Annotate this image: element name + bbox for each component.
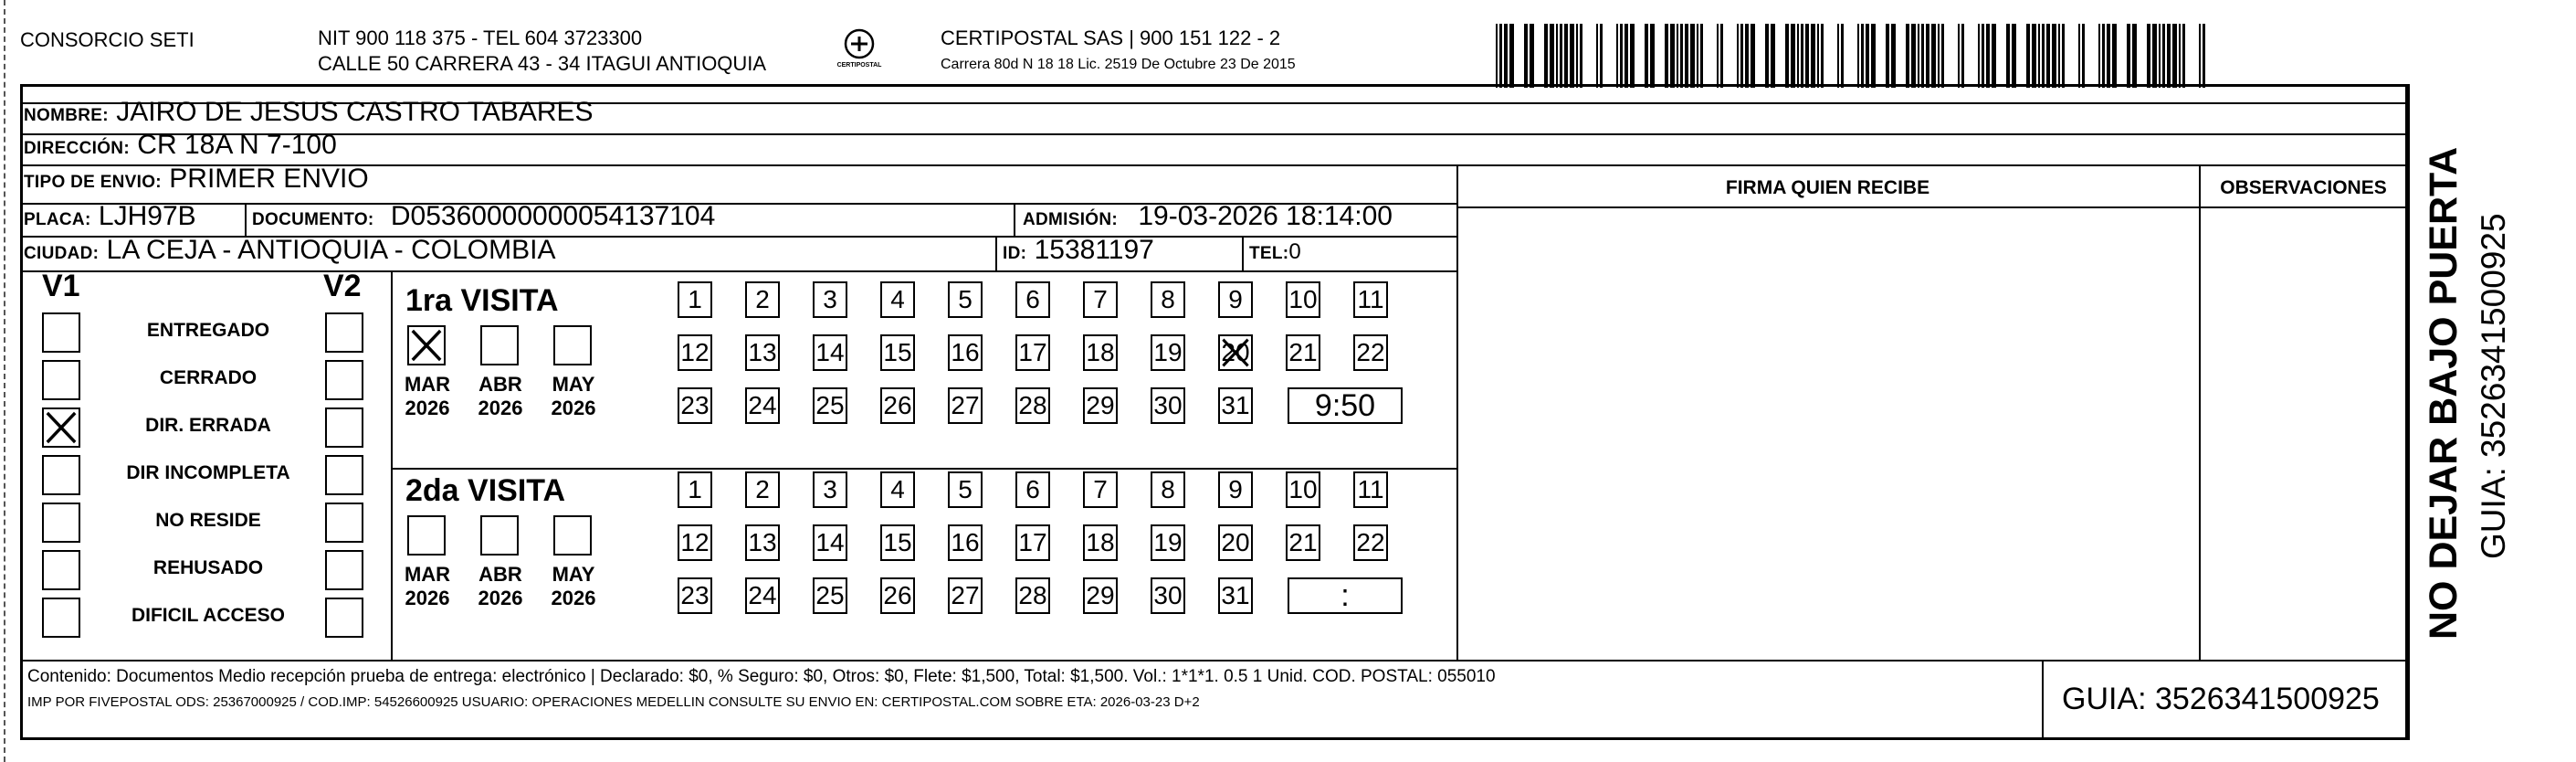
day-box[interactable]: 17 [1015, 334, 1050, 371]
barcode [1496, 24, 2223, 88]
day-box[interactable]: 11 [1353, 281, 1388, 318]
day-box[interactable]: 25 [813, 387, 847, 424]
month-name: ABR [478, 563, 522, 586]
certipostal-logo [829, 26, 889, 75]
day-box[interactable]: 1 [678, 281, 712, 318]
day-box[interactable]: 5 [948, 281, 983, 318]
month-year: 2026 [551, 587, 596, 610]
status-reason-label: NO RESIDE [155, 510, 261, 531]
day-box[interactable]: 7 [1083, 471, 1118, 508]
day-box[interactable]: 14 [813, 524, 847, 561]
month-year: 2026 [478, 397, 523, 420]
status-reason-label: ENTREGADO [146, 320, 270, 341]
month-checkbox[interactable] [553, 325, 592, 365]
status-reason-label: CERRADO [159, 367, 258, 388]
time-box[interactable]: : [1288, 577, 1403, 614]
month-label [546, 563, 601, 611]
month-checkbox[interactable] [480, 325, 519, 365]
status-reason-label: DIR. ERRADA [145, 415, 271, 436]
day-box[interactable]: 3 [813, 281, 847, 318]
month-label [400, 373, 455, 421]
month-name: ABR [478, 373, 522, 396]
side-notice: NO DEJAR BAJO PUERTA [2422, 146, 2466, 640]
day-box[interactable]: 28 [1015, 577, 1050, 614]
month-year: 2026 [478, 587, 523, 610]
month-checkbox[interactable] [553, 515, 592, 556]
placa-value: LJH97B [98, 201, 196, 231]
day-box[interactable]: 10 [1286, 281, 1320, 318]
day-box[interactable]: 12 [678, 334, 712, 371]
day-box[interactable]: 7 [1083, 281, 1118, 318]
day-box[interactable]: 3 [813, 471, 847, 508]
day-box[interactable]: 25 [813, 577, 847, 614]
nit-line: NIT 900 118 375 - TEL 604 3723300 [318, 26, 643, 49]
observaciones-header: OBSERVACIONES [2220, 177, 2387, 198]
status-reason-label: DIFICIL ACCESO [131, 605, 285, 626]
day-box[interactable]: 26 [880, 577, 915, 614]
day-box[interactable]: 9 [1218, 281, 1253, 318]
day-box[interactable]: 20 [1218, 334, 1253, 371]
footer-imp: IMP POR FIVEPOSTAL ODS: 25367000925 / COD.IMP: 54526600925 USUARIO: OPERACIONES MEDELLIN CONSULTE SU ENVIO EN: CERTIPOSTAL.COM SOBRE ETA: 2026-03-23 D+2 [27, 694, 1200, 710]
day-box[interactable]: 5 [948, 471, 983, 508]
day-box[interactable]: 18 [1083, 334, 1118, 371]
ciudad-label: CIUDAD: [24, 244, 100, 263]
v2-checkbox[interactable] [325, 503, 363, 543]
v1-checkbox[interactable] [42, 407, 80, 448]
day-box[interactable]: 24 [745, 387, 780, 424]
day-box[interactable]: 30 [1151, 387, 1185, 424]
month-year: 2026 [405, 397, 450, 420]
v2-checkbox[interactable] [325, 360, 363, 400]
day-box[interactable]: 14 [813, 334, 847, 371]
day-box[interactable]: 17 [1015, 524, 1050, 561]
firma-header: FIRMA QUIEN RECIBE [1725, 177, 1930, 198]
day-box[interactable]: 6 [1015, 281, 1050, 318]
field-direccion [24, 130, 337, 161]
day-box[interactable]: 31 [1218, 577, 1253, 614]
tel-label: TEL: [1249, 244, 1289, 263]
id-label: ID: [1003, 244, 1027, 263]
v1-checkbox[interactable] [42, 360, 80, 400]
day-box[interactable]: 19 [1151, 334, 1185, 371]
side-guia: GUIA: 3526341500925 [2475, 213, 2512, 559]
day-box[interactable]: 29 [1083, 577, 1118, 614]
day-box[interactable]: 10 [1286, 471, 1320, 508]
month-year: 2026 [405, 587, 450, 610]
documento-label: DOCUMENTO: [252, 210, 374, 229]
day-box[interactable]: 19 [1151, 524, 1185, 561]
day-box[interactable]: 12 [678, 524, 712, 561]
month-checkbox[interactable] [407, 325, 446, 365]
month-label [473, 563, 528, 611]
month-checkbox[interactable] [407, 515, 446, 556]
v2-checkbox[interactable] [325, 550, 363, 590]
logo-text: CERTIPOSTAL [836, 62, 882, 69]
nombre-label: NOMBRE: [24, 106, 109, 125]
nombre-value: JAIRO DE JESUS CASTRO TABARES [116, 97, 594, 127]
v2-checkbox[interactable] [325, 455, 363, 495]
month-year: 2026 [551, 397, 596, 420]
month-name: MAR [404, 563, 451, 586]
field-placa [24, 201, 196, 232]
v1-checkbox[interactable] [42, 503, 80, 543]
tipo-value: PRIMER ENVIO [169, 164, 369, 194]
day-box[interactable]: 2 [745, 471, 780, 508]
month-name: MAY [552, 563, 595, 586]
day-box[interactable]: 16 [948, 524, 983, 561]
day-box[interactable]: 2 [745, 281, 780, 318]
day-box[interactable]: 20 [1218, 524, 1253, 561]
day-box[interactable]: 15 [880, 334, 915, 371]
day-box[interactable]: 21 [1286, 334, 1320, 371]
day-box[interactable]: 4 [880, 471, 915, 508]
admision-value: 19-03-2026 18:14:00 [1138, 201, 1393, 231]
day-box[interactable]: 27 [948, 577, 983, 614]
v1-checkbox[interactable] [42, 550, 80, 590]
month-label [546, 373, 601, 421]
month-label [400, 563, 455, 611]
field-tel [1249, 239, 1301, 265]
footer-guia: GUIA: 3526341500925 [2062, 682, 2380, 716]
documento-value: D05360000000054137104 [390, 201, 716, 231]
day-box[interactable]: 23 [678, 577, 712, 614]
field-nombre [24, 97, 594, 128]
day-box[interactable]: 26 [880, 387, 915, 424]
field-documento [252, 201, 715, 232]
day-box[interactable]: 27 [948, 387, 983, 424]
day-box[interactable]: 21 [1286, 524, 1320, 561]
tel-value: 0 [1288, 239, 1301, 264]
placa-label: PLACA: [24, 210, 91, 229]
day-box[interactable]: 11 [1353, 471, 1388, 508]
v2-checkbox[interactable] [325, 598, 363, 638]
day-box[interactable]: 22 [1353, 334, 1388, 371]
day-box[interactable]: 22 [1353, 524, 1388, 561]
v2-checkbox[interactable] [325, 407, 363, 448]
footer-contenido: Contenido: Documentos Medio recepción prueba de entrega: electrónico | Declarado: $0, % Seguro: $0, Otros: $0, Flete: $1,500, Total: $1,500. Vol.: 1*1*1. 0.5 1 Unid. COD. POSTAL: 055010 [27, 667, 1496, 686]
day-box[interactable]: 16 [948, 334, 983, 371]
visit2-title: 2da VISITA [405, 473, 566, 508]
address-line: CALLE 50 CARRERA 43 - 34 ITAGUI ANTIOQUIA [318, 52, 767, 75]
day-mark [1220, 336, 1251, 369]
day-box[interactable]: 29 [1083, 387, 1118, 424]
direccion-label: DIRECCIÓN: [24, 139, 130, 158]
status-reason-label: DIR INCOMPLETA [126, 462, 290, 483]
day-box[interactable]: 8 [1151, 471, 1185, 508]
v1-checkbox[interactable] [42, 312, 80, 353]
day-box[interactable]: 13 [745, 334, 780, 371]
field-admision [1023, 201, 1393, 232]
v2-label: V2 [323, 269, 362, 303]
day-box[interactable]: 9 [1218, 471, 1253, 508]
month-name: MAY [552, 373, 595, 396]
day-box[interactable]: 24 [745, 577, 780, 614]
status-reason-label: REHUSADO [152, 557, 264, 578]
day-box[interactable]: 31 [1218, 387, 1253, 424]
v2-checkbox[interactable] [325, 312, 363, 353]
v1-label: V1 [42, 269, 80, 303]
day-box[interactable]: 1 [678, 471, 712, 508]
certipostal-line: CERTIPOSTAL SAS | 900 151 122 - 2 [941, 26, 1281, 49]
day-box[interactable]: 6 [1015, 471, 1050, 508]
day-box[interactable]: 28 [1015, 387, 1050, 424]
tipo-label: TIPO DE ENVIO: [24, 173, 162, 192]
field-ciudad [24, 235, 555, 266]
direccion-value: CR 18A N 7-100 [137, 130, 337, 160]
license-line: Carrera 80d N 18 18 Lic. 2519 De Octubre 23 De 2015 [941, 57, 1296, 72]
day-box[interactable]: 13 [745, 524, 780, 561]
day-box[interactable]: 18 [1083, 524, 1118, 561]
day-box[interactable]: 23 [678, 387, 712, 424]
field-id [1003, 235, 1154, 266]
cut-line [4, 0, 5, 762]
field-tipo-envio [24, 164, 369, 195]
month-name: MAR [404, 373, 451, 396]
time-box[interactable]: 9:50 [1288, 387, 1403, 424]
day-box[interactable]: 15 [880, 524, 915, 561]
visit1-title: 1ra VISITA [405, 283, 559, 318]
day-box[interactable]: 8 [1151, 281, 1185, 318]
day-box[interactable]: 30 [1151, 577, 1185, 614]
v1-checkbox[interactable] [42, 455, 80, 495]
day-box[interactable]: 4 [880, 281, 915, 318]
id-value: 15381197 [1034, 235, 1154, 265]
ciudad-value: LA CEJA - ANTIOQUIA - COLOMBIA [106, 235, 556, 265]
v1-checkbox[interactable] [42, 598, 80, 638]
company-name: CONSORCIO SETI [20, 28, 195, 51]
month-checkbox[interactable] [480, 515, 519, 556]
admision-label: ADMISIÓN: [1023, 210, 1119, 229]
month-label [473, 373, 528, 421]
